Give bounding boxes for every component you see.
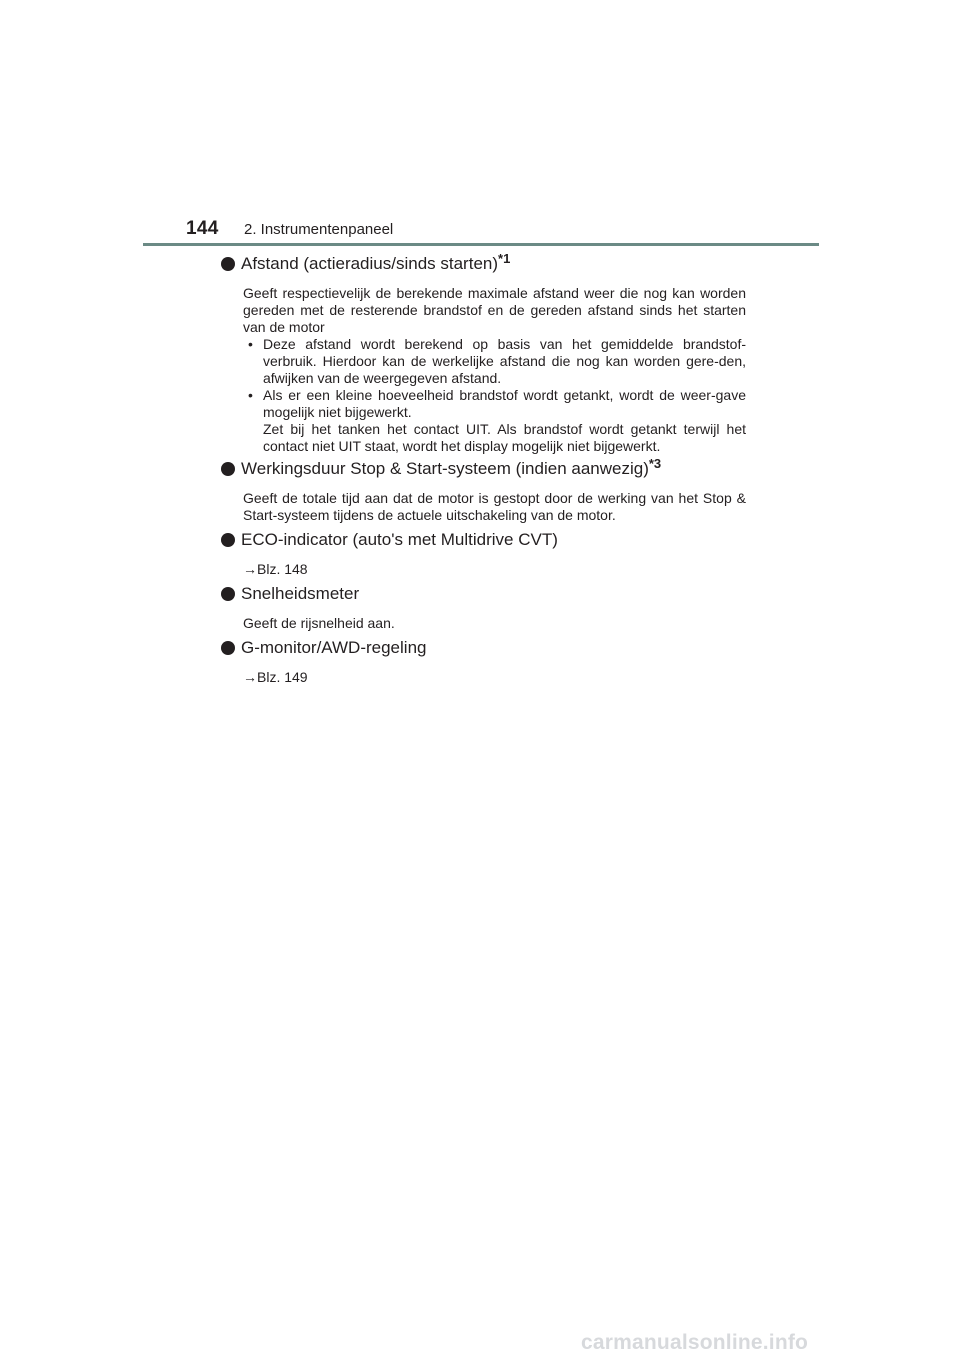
section-title: Afstand (actieradius/sinds starten) <box>241 254 499 273</box>
section-title: ECO-indicator (auto's met Multidrive CVT) <box>241 530 558 549</box>
bullet-dot-icon <box>221 641 235 655</box>
bullet-dot-icon <box>221 257 235 271</box>
section-speedometer <box>221 583 746 632</box>
section-eco <box>221 529 746 578</box>
page-reference: →Blz. 148 <box>243 561 308 577</box>
sub-list-item: • Deze afstand wordt berekend op basis van het gemiddelde brandstof-verbruik. Hierdoor kan de werkelijke afstand die nog kan worden gere-den, afwijken van de weergegeven afstand. <box>248 336 746 386</box>
bullet-dot-icon <box>221 587 235 601</box>
sub-list-item: • Als er een kleine hoeveelheid brandstof wordt getankt, wordt de weer-gave mogelijk niet bijgewerkt. <box>248 387 746 420</box>
section-body: Geeft de rijsnelheid aan. <box>243 615 395 631</box>
sub-list-note: Zet bij het tanken het contact UIT. Als brandstof wordt getankt terwijl het contact niet UIT staat, wordt het display mogelijk niet bijgewerkt. <box>263 421 746 454</box>
section-body: Geeft respectievelijk de berekende maximale afstand weer die nog kan worden gereden met de resterende brandstof en de gereden afstand sinds het starten van de motor <box>243 285 746 335</box>
watermark: carmanualsonline.info <box>581 1331 809 1354</box>
section-title: G-monitor/AWD-regeling <box>241 638 427 657</box>
chapter-title: 2. Instrumentenpaneel <box>244 221 394 238</box>
content <box>221 253 746 686</box>
section-title: Snelheidsmeter <box>241 584 360 603</box>
section-heading <box>221 253 746 275</box>
section-heading <box>221 529 746 551</box>
header-rule <box>143 243 819 246</box>
small-bullet-icon: • <box>248 336 253 352</box>
section-heading <box>221 583 746 605</box>
section-heading <box>221 458 746 480</box>
section-range <box>221 253 746 455</box>
bullet-dot-icon <box>221 533 235 547</box>
page-number: 144 <box>186 218 219 239</box>
section-title: Werkingsduur Stop & Start-systeem (indien aanwezig) <box>241 459 649 478</box>
small-bullet-icon: • <box>248 387 253 403</box>
sub-list <box>221 336 746 455</box>
footnote-mark: *3 <box>648 456 662 471</box>
section-body: Geeft de totale tijd aan dat de motor is gestopt door de werking van het Stop & Start-systeem tijdens de actuele uitschakeling van de motor. <box>243 490 746 523</box>
footnote-mark: *1 <box>498 251 511 266</box>
bullet-dot-icon <box>221 462 235 476</box>
page-reference: →Blz. 149 <box>243 669 308 685</box>
section-heading <box>221 637 746 659</box>
section-stop-start <box>221 458 746 524</box>
section-g-monitor <box>221 637 746 686</box>
